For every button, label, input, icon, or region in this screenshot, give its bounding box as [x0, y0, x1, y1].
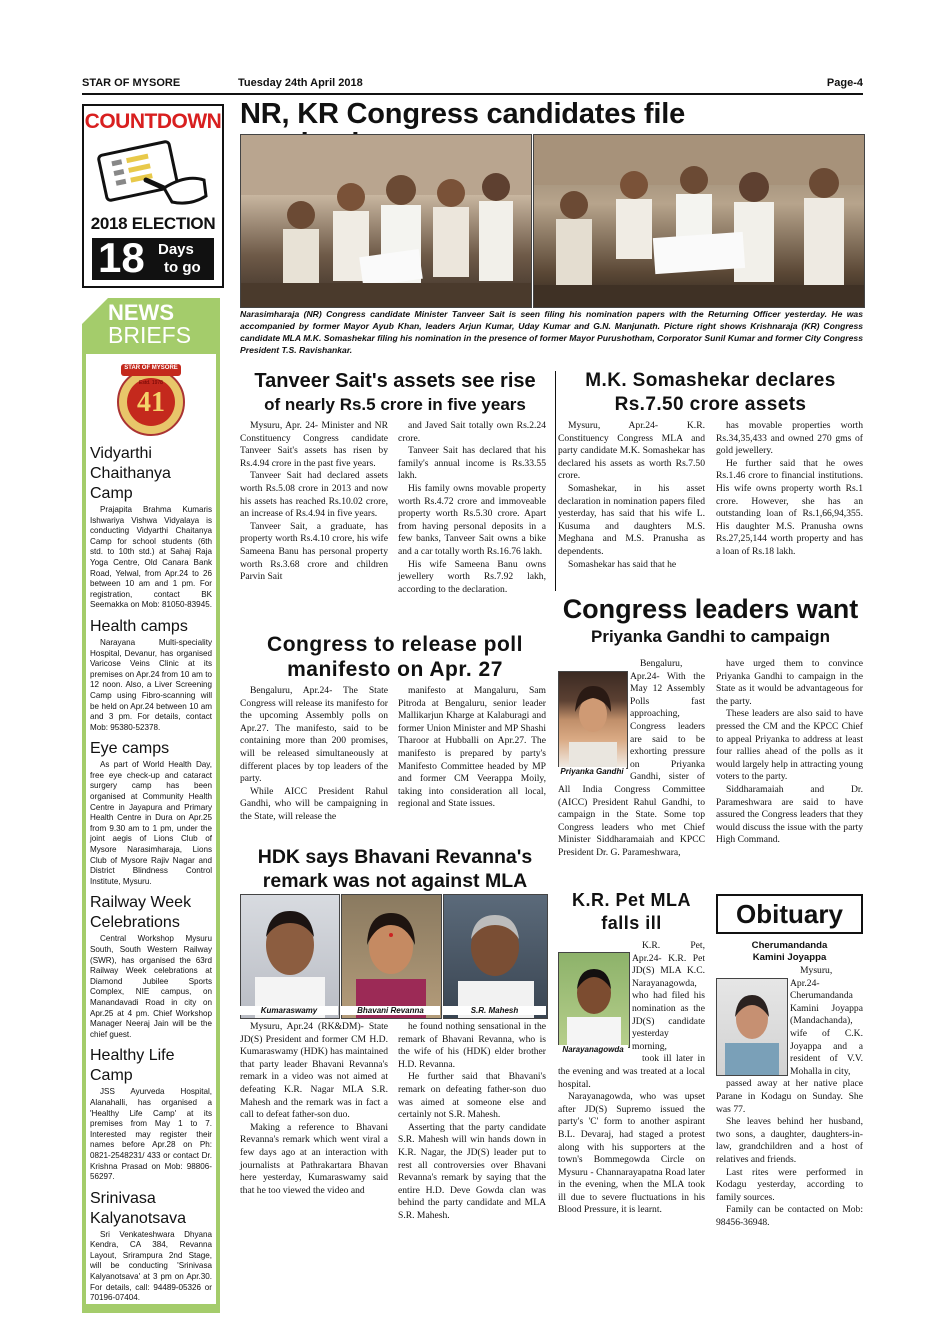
obituary-name-2: Kamini Joyappa — [752, 952, 827, 963]
narayanagowda-caption: Narayanagowda — [558, 1045, 628, 1054]
manifesto-col-2 — [398, 685, 546, 811]
priyanka-col-2 — [716, 658, 863, 847]
masthead-rule — [82, 93, 863, 95]
tanveer-paragraph: His wife Sameena Banu owns jewellery worth Rs.7.92 lakh, according to the declaration. — [398, 558, 546, 595]
somashekar-paragraph: He further said that he owes Rs.1.46 crore to financial institutions. His wife owns property worth Rs.1 crore. However, she has an outstanding loan of Rs.1,66,94,355. His daughter M.S. Pranusha owns Rs.27,25,144 worth property and has a loan of Rs.18 lakh. — [716, 457, 863, 557]
brief-title: Vidyarthi Chaithanya Camp — [90, 445, 171, 502]
somashekar-paragraph: Somashekar, in his asset declaration in nomination papers filed yesterday, has said that his wife L. Kusuma and daughters M.S. Meghana and M.S. Pranusha as dependents. — [558, 482, 705, 557]
somashekar-headline-2: Rs.7.50 crore assets — [614, 394, 807, 415]
krpet-paragraph: Narayanagowda, who was upset after JD(S) Supremo issued the party's 'C' form to another aspirant B.L. Devaraj, had staged a protest along with his supporters at the town's Bommegowda Circle on Mysuru - Channarayapatna Road later in the evening, when the MLA took ill due to severe fluctuations in his Blood Pressure, it is learnt. — [558, 1091, 705, 1216]
manifesto-paragraph: While AICC President Rahul Gandhi, who will be campaigning in the State, will release the — [240, 785, 388, 822]
briefs-list — [86, 444, 216, 1304]
brief-title: Health camps — [90, 617, 188, 635]
somashekar-col-2 — [716, 420, 863, 559]
hdk-headline-2: remark was not against MLA — [262, 870, 528, 892]
tanveer-paragraph: His family owns movable property worth Rs.4.72 crore and immoveable property worth Rs.5.30 crore. Apart from having personal deposits in a few banks, Tanveer Sait owns a bike and a car totally worth Rs.16.76 lakh. — [398, 482, 546, 557]
krpet-headline-1: K.R. Pet MLA — [571, 890, 691, 910]
nomination-photo-nr — [240, 134, 532, 308]
main-headline: NR, KR Congress candidates file — [240, 98, 686, 130]
somashekar-col-1 — [558, 420, 705, 571]
mahesh-caption: S.R. Mahesh — [443, 1006, 546, 1015]
obituary-paragraph: Last rites were performed in Kodagu yesterday, according to family sources. — [716, 1166, 863, 1203]
brief-text: Sri Venkateshwara Dhyana Kendra, CA 384, Revanna Layout, Srirampura 2nd Stage, will be conducting 'Srinivasa Kalyanotsava' at 3 pm on Apr.30. For details, call: 94489-05326 or 70196-07404. — [90, 1229, 212, 1303]
briefs-content — [86, 354, 216, 1304]
bhavani-caption: Bhavani Revanna — [341, 1006, 440, 1015]
somashekar-headline-1: M.K. Somashekar declares — [585, 370, 836, 391]
news-label: NEWS — [108, 300, 174, 325]
krpet-para: K.R. Pet, Apr.24- K.R. Pet JD(S) MLA K.C. Narayanagowda, who had filed his nomination as the JD(S) candidate yesterday morning, — [632, 940, 705, 1052]
to-go-label: to go — [164, 259, 201, 276]
voting-machine-icon — [94, 136, 212, 210]
manifesto-headline-2: manifesto on Apr. 27 — [287, 658, 503, 681]
tanveer-paragraph: Mysuru, Apr. 24- Minister and NR Constituency Congress candidate Tanveer Sait's assets has risen by Rs.4.94 crore in the past five years. — [240, 420, 388, 469]
priyanka-para: Bengaluru, Apr.24- With the May 12 Assembly Polls fast approaching, Congress leaders are said to be exhorting pressure on Priyanka Gandhi, sister of All India Congress Committee (AICC) President Rahul Gandhi, to campaign in the State. Some top Congress leaders who met Chief Minister Siddharamaiah and KPCC President Dr. G. Parameshwara, — [558, 658, 705, 858]
hdk-paragraph: Making a reference to Bhavani Revanna's remark which went viral a few days ago at an interaction with journalists at Pathrakartara Bhavan here yesterday, Kumaraswamy said that he too viewed the video and — [240, 1121, 388, 1196]
tanveer-headline-1: Tanveer Sait's assets see rise — [254, 370, 536, 392]
priyanka-col-1 — [558, 658, 705, 860]
kumaraswamy-photo — [240, 894, 340, 1019]
somashekar-paragraph: has movable properties worth Rs.34,35,433 and owned 270 gms of gold jewellery. — [716, 420, 863, 457]
hdk-paragraph: Mysuru, Apr.24 (RK&DM)- State JD(S) President and former CM H.D. Kumaraswamy (HDK) has maintained that party leader Bhavani Revanna's remark in a video was not aimed at defeating K.R. Nagar MLA S.R. Mahesh and the remark was in fact a call to defeat father-son duo. — [240, 1021, 388, 1121]
countdown-title: COUNTDOWN — [84, 110, 222, 133]
brief-title: Healthy Life Camp — [90, 1047, 175, 1085]
brief-title: Railway Week Celebrations — [90, 894, 192, 932]
obituary-title: Obituary — [736, 899, 843, 929]
page-number: Page-4 — [826, 77, 863, 89]
brief-text: JSS Ayurveda Hospital, Alanahalli, has organised a 'Healthy Life Camp' at its premises from May 1 to 7. Interested may register their names before Apr.28 on Ph: 0821-2548231/ 433 or contact Dr. Krishna Prasad on Mob: 98806-56297. — [90, 1087, 212, 1182]
star-of-mysore-41-logo — [116, 360, 186, 438]
nomination-photo-kr — [533, 134, 865, 308]
priyanka-headline-2: Priyanka Gandhi to campaign — [590, 627, 830, 646]
logo-number: 41 — [137, 387, 165, 418]
priyanka-headline-1: Congress leaders want — [562, 594, 859, 624]
priyanka-paragraph: have urged them to convince Priyanka Gandhi to campaign in the State as it would be advantageous for the party. — [716, 658, 863, 707]
hdk-paragraph: He further said that Bhavani's remark on defeating father-son duo was aimed at someone else and certainly not S.R. Mahesh. — [398, 1071, 546, 1121]
sr-mahesh-photo — [443, 894, 548, 1019]
days-label: Days — [158, 241, 194, 258]
hdk-headline-1: HDK says Bhavani Revanna's — [257, 846, 533, 868]
countdown-box — [82, 104, 224, 288]
obituary-paragraph: Family can be contacted on Mob: 98456-36948. — [716, 1204, 863, 1228]
countdown-election: 2018 ELECTION — [90, 214, 216, 233]
tanveer-paragraph: and Javed Sait totally own Rs.2.24 crore. — [398, 420, 546, 444]
krpet-headline-2: falls ill — [601, 913, 662, 933]
kumaraswamy-caption: Kumaraswamy — [240, 1006, 338, 1015]
bhavani-revanna-photo — [341, 894, 442, 1019]
priyanka-caption: Priyanka Gandhi — [558, 767, 626, 776]
tanveer-col-1 — [240, 420, 388, 584]
hdk-paragraph: Asserting that the party candidate S.R. Mahesh will win hands down in K.R. Nagar, the JD(S) leader put to rest all controversies over Bhavani Revanna's remark by saying that the entire H.D. Deve Gowda clan was behind the party candidate and MLA S.R. Mahesh. — [398, 1121, 546, 1221]
brief-text: As part of World Health Day, free eye check-up and cataract surgery camp has been organised at Community Health Centre in Jayapura and Primary Health Centre in Dura on Apr.25 from 9.30 am to 1 pm, under the joint aegis of Lions Club of Mysore Narasimharaja, Lions Club of Mysore Rajiv Nagar and District Blindness Control Institute, Mysuru. — [90, 760, 212, 886]
manifesto-paragraph: Bengaluru, Apr.24- The State Congress will release its manifesto for the upcoming Assembly polls on Apr.27. The manifesto, said to be containing more than 200 promises, will be released simultaneously at different places by top leaders of the party. — [240, 685, 388, 785]
priyanka-paragraph: These leaders are also said to have pressed the CM and the KPCC Chief to appeal Priyanka to address at least four rallies ahead of the polls as it would largely help in attracting young voters to the party. — [716, 708, 863, 783]
manifesto-col-1 — [240, 685, 388, 824]
tanveer-paragraph: Tanveer Sait, a graduate, has property worth Rs.4.10 crore, his wife Sameena Banu has personal property worth Rs.3.68 crore and children Parvin Sait — [240, 520, 388, 583]
countdown-counter — [92, 234, 214, 281]
obituary-para: Mysuru, Apr.24- Cherumandanda Kamini Joyappa (Mandachanda), wife of C.K. Joyappa and a resident of V.V. Mohalla in city, — [790, 965, 863, 1077]
logo-top-text: STAR OF MYSORE — [124, 365, 178, 371]
priyanka-paragraph: Siddharamaiah and Dr. Parameshwara are said to have assured the Congress leaders that they would discuss the issue with the party High Command. — [716, 783, 863, 846]
news-briefs-sidebar — [82, 298, 220, 1313]
briefs-label: BRIEFS — [108, 322, 192, 348]
somashekar-paragraph: Mysuru, Apr.24- K.R. Constituency Congress MLA and party candidate M.K. Somashekar has declared his assets as worth Rs.7.50 crore. — [558, 420, 705, 482]
brief-text: Prajapita Brahma Kumaris Ishwariya Vishwa Vidyalaya is conducting Vidyarthi Chaitanya Camp for school students (6th std. to 10th std.) at Sahaj Raja Yoga Centre, Old Canara Bank Road, Yelwal, from Apr.24 to 26 between 10 am and 1 pm. For registration, contact BK Seemakka on Mob: 81050-83945. — [90, 505, 212, 610]
obituary-title-box — [716, 894, 863, 934]
brief-title: Eye camps — [90, 740, 170, 758]
days-number: 18 — [98, 234, 145, 281]
tanveer-paragraph: Tanveer Sait has declared that his family's annual income is Rs.33.55 lakh. — [398, 445, 546, 482]
tanveer-headline-2: of nearly Rs.5 crore in five years — [264, 395, 526, 414]
tanveer-paragraph: Tanveer Sait had declared assets worth Rs.5.08 crore in 2013 and now his assets has reached Rs.10.02 crore, an increase of Rs.4.94 in five years. — [240, 470, 388, 520]
brief-text: Central Workshop Mysuru South, South Western Railway (SWR), has organised the 63rd Railway Week celebrations at Diamond Jubilee Sports Complex, NIE campus, on Manandavadi Road in city on Apr.25 at 4 pm. Chief Workshop Manager Neeraj Jain will be the chief guest. — [90, 934, 212, 1039]
main-photo-caption: Narasimharaja (NR) Congress candidate Minister Tanveer Sait is seen filing his nomination papers with the Returning Officer yesterday. He was accompanied by former Mayor Ayub Khan, leaders Arjun Kumar, Uday Kumar and G.N. Manjunath. Picture right shows Krishnaraja (KR) Congress candidate MLA M.K. Somashekar filing his nomination in the presence of former Mayor Purushotham, Corporator Sunil Kumar and former City Congress President T.S. Ravishankar. — [240, 309, 863, 355]
krpet-paragraph: took ill later in the evening and was treated at a local hospital. — [558, 1053, 705, 1090]
logo-est-text: Estd. 1978 — [139, 380, 163, 386]
hdk-col-2 — [398, 1021, 546, 1223]
manifesto-paragraph: manifesto at Mangaluru, Sam Pitroda at Bengaluru, senior leader Mallikarjun Kharge at Kalaburagi and former Union Minister and MP Shashi Tharoor at Hubballi on Apr.27. The manifesto is prepared by party's Manifesto Committee headed by MP and former CM Veerappa Moily, taking into consideration all local, regional and State issues. — [398, 685, 546, 810]
tanveer-col-2 — [398, 420, 546, 596]
obituary-body — [716, 965, 863, 1229]
obituary-paragraph: passed away at her native place Parane in Kodagu on Sunday. She was 77. — [716, 1078, 863, 1115]
obituary-name-1: Cherumandanda — [751, 940, 828, 951]
somashekar-paragraph: Somashekar has said that he — [568, 558, 677, 570]
hdk-paragraph: he found nothing sensational in the remark of Bhavani Revanna, who is the wife of his (HDK) elder brother H.D. Revanna. — [398, 1021, 546, 1070]
obituary-name — [716, 940, 863, 964]
obituary-paragraph: She leaves behind her husband, two sons, a daughter, daughters-in-law, grandchildren and a host of relatives and friends. — [716, 1116, 863, 1165]
krpet-body — [558, 940, 705, 1217]
brief-title: Srinivasa Kalyanotsava — [90, 1189, 187, 1227]
brief-text: Narayana Multi-speciality Hospital, Devanur, has organised Varicose Veins Clinic at its premises on Apr.24 from 10 am to 12 noon. Also, a Liver Screening Camp using Fibro-scanning will be held on Apr.24 between 10 am and 3 pm. For details, contact Mob: 95380-52378. — [90, 637, 212, 732]
hdk-col-1 — [240, 1021, 388, 1197]
paper-name: STAR OF MYSORE — [82, 77, 181, 89]
manifesto-headline-1: Congress to release poll — [267, 633, 523, 656]
issue-date: Tuesday 24th April 2018 — [238, 77, 363, 89]
